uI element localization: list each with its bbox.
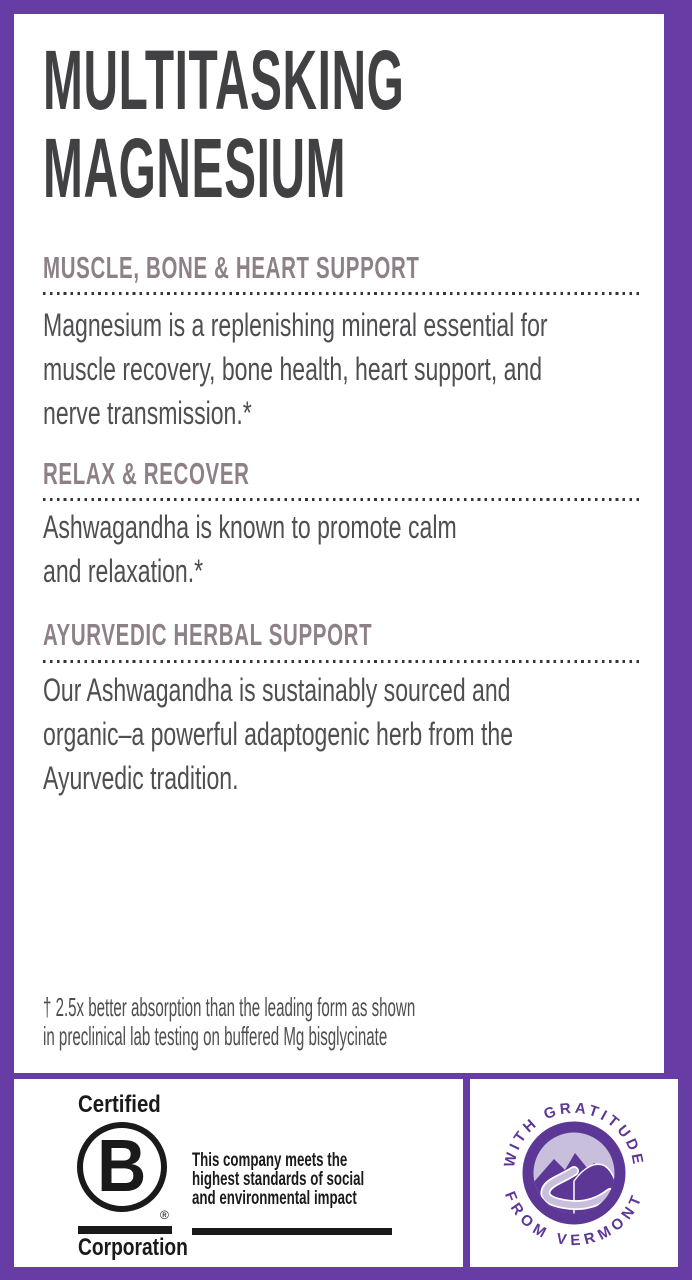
badge-top-text: WITH GRATITUDE — [500, 1099, 647, 1169]
body-line: Ayurvedic tradition. — [43, 760, 239, 796]
bcorp-tagline-underline — [192, 1228, 392, 1235]
bcorp-corporation-label: Corporation — [78, 1234, 188, 1261]
body-line: Magnesium is a replenishing mineral essential for — [43, 307, 548, 343]
bcorp-underline — [78, 1226, 172, 1234]
body-line: nerve transmission.* — [43, 395, 252, 431]
section-body-relax-recover — [43, 505, 457, 593]
registered-mark-icon: ® — [160, 1208, 169, 1222]
badge-bottom-text: FROM VERMONT — [501, 1189, 647, 1250]
bcorp-tagline — [192, 1151, 364, 1208]
footnote-line: † 2.5x better absorption than the leading form as shown — [43, 992, 416, 1022]
bcorp-letter: B — [97, 1124, 147, 1207]
body-line: Our Ashwagandha is sustainably sourced and — [43, 672, 511, 708]
footnote-line: in preclinical lab testing on buffered Mg bisglycinate — [43, 1021, 388, 1051]
body-line: muscle recovery, bone health, heart support, and — [43, 351, 543, 387]
bcorp-tagline-line: This company meets the — [192, 1150, 348, 1171]
footnote — [43, 993, 415, 1051]
body-line: and relaxation.* — [43, 553, 204, 589]
dotted-divider — [43, 292, 643, 295]
bcorp-tagline-line: and environmental impact — [192, 1188, 357, 1209]
bcorp-tagline-line: highest standards of social — [192, 1169, 365, 1190]
section-heading-relax-recover: RELAX & RECOVER — [43, 456, 250, 491]
dotted-divider — [43, 660, 643, 663]
section-heading-muscle-bone-heart: MUSCLE, BONE & HEART SUPPORT — [43, 250, 420, 285]
product-title-line2: MAGNESIUM — [43, 121, 347, 215]
vermont-badge — [470, 1079, 678, 1267]
body-line: organic–a powerful adaptogenic herb from the — [43, 716, 514, 752]
dotted-divider — [43, 498, 643, 501]
bcorp-circle-icon — [77, 1122, 167, 1212]
product-title-line1: MULTITASKING — [43, 33, 405, 127]
body-line: Ashwagandha is known to promote calm — [43, 509, 457, 545]
section-heading-ayurvedic-herbal: AYURVEDIC HERBAL SUPPORT — [43, 617, 373, 652]
section-body-muscle-bone-heart — [43, 303, 548, 435]
product-title — [43, 33, 405, 215]
section-body-ayurvedic-herbal — [43, 668, 513, 800]
bcorp-certified-label: Certified — [78, 1091, 161, 1118]
